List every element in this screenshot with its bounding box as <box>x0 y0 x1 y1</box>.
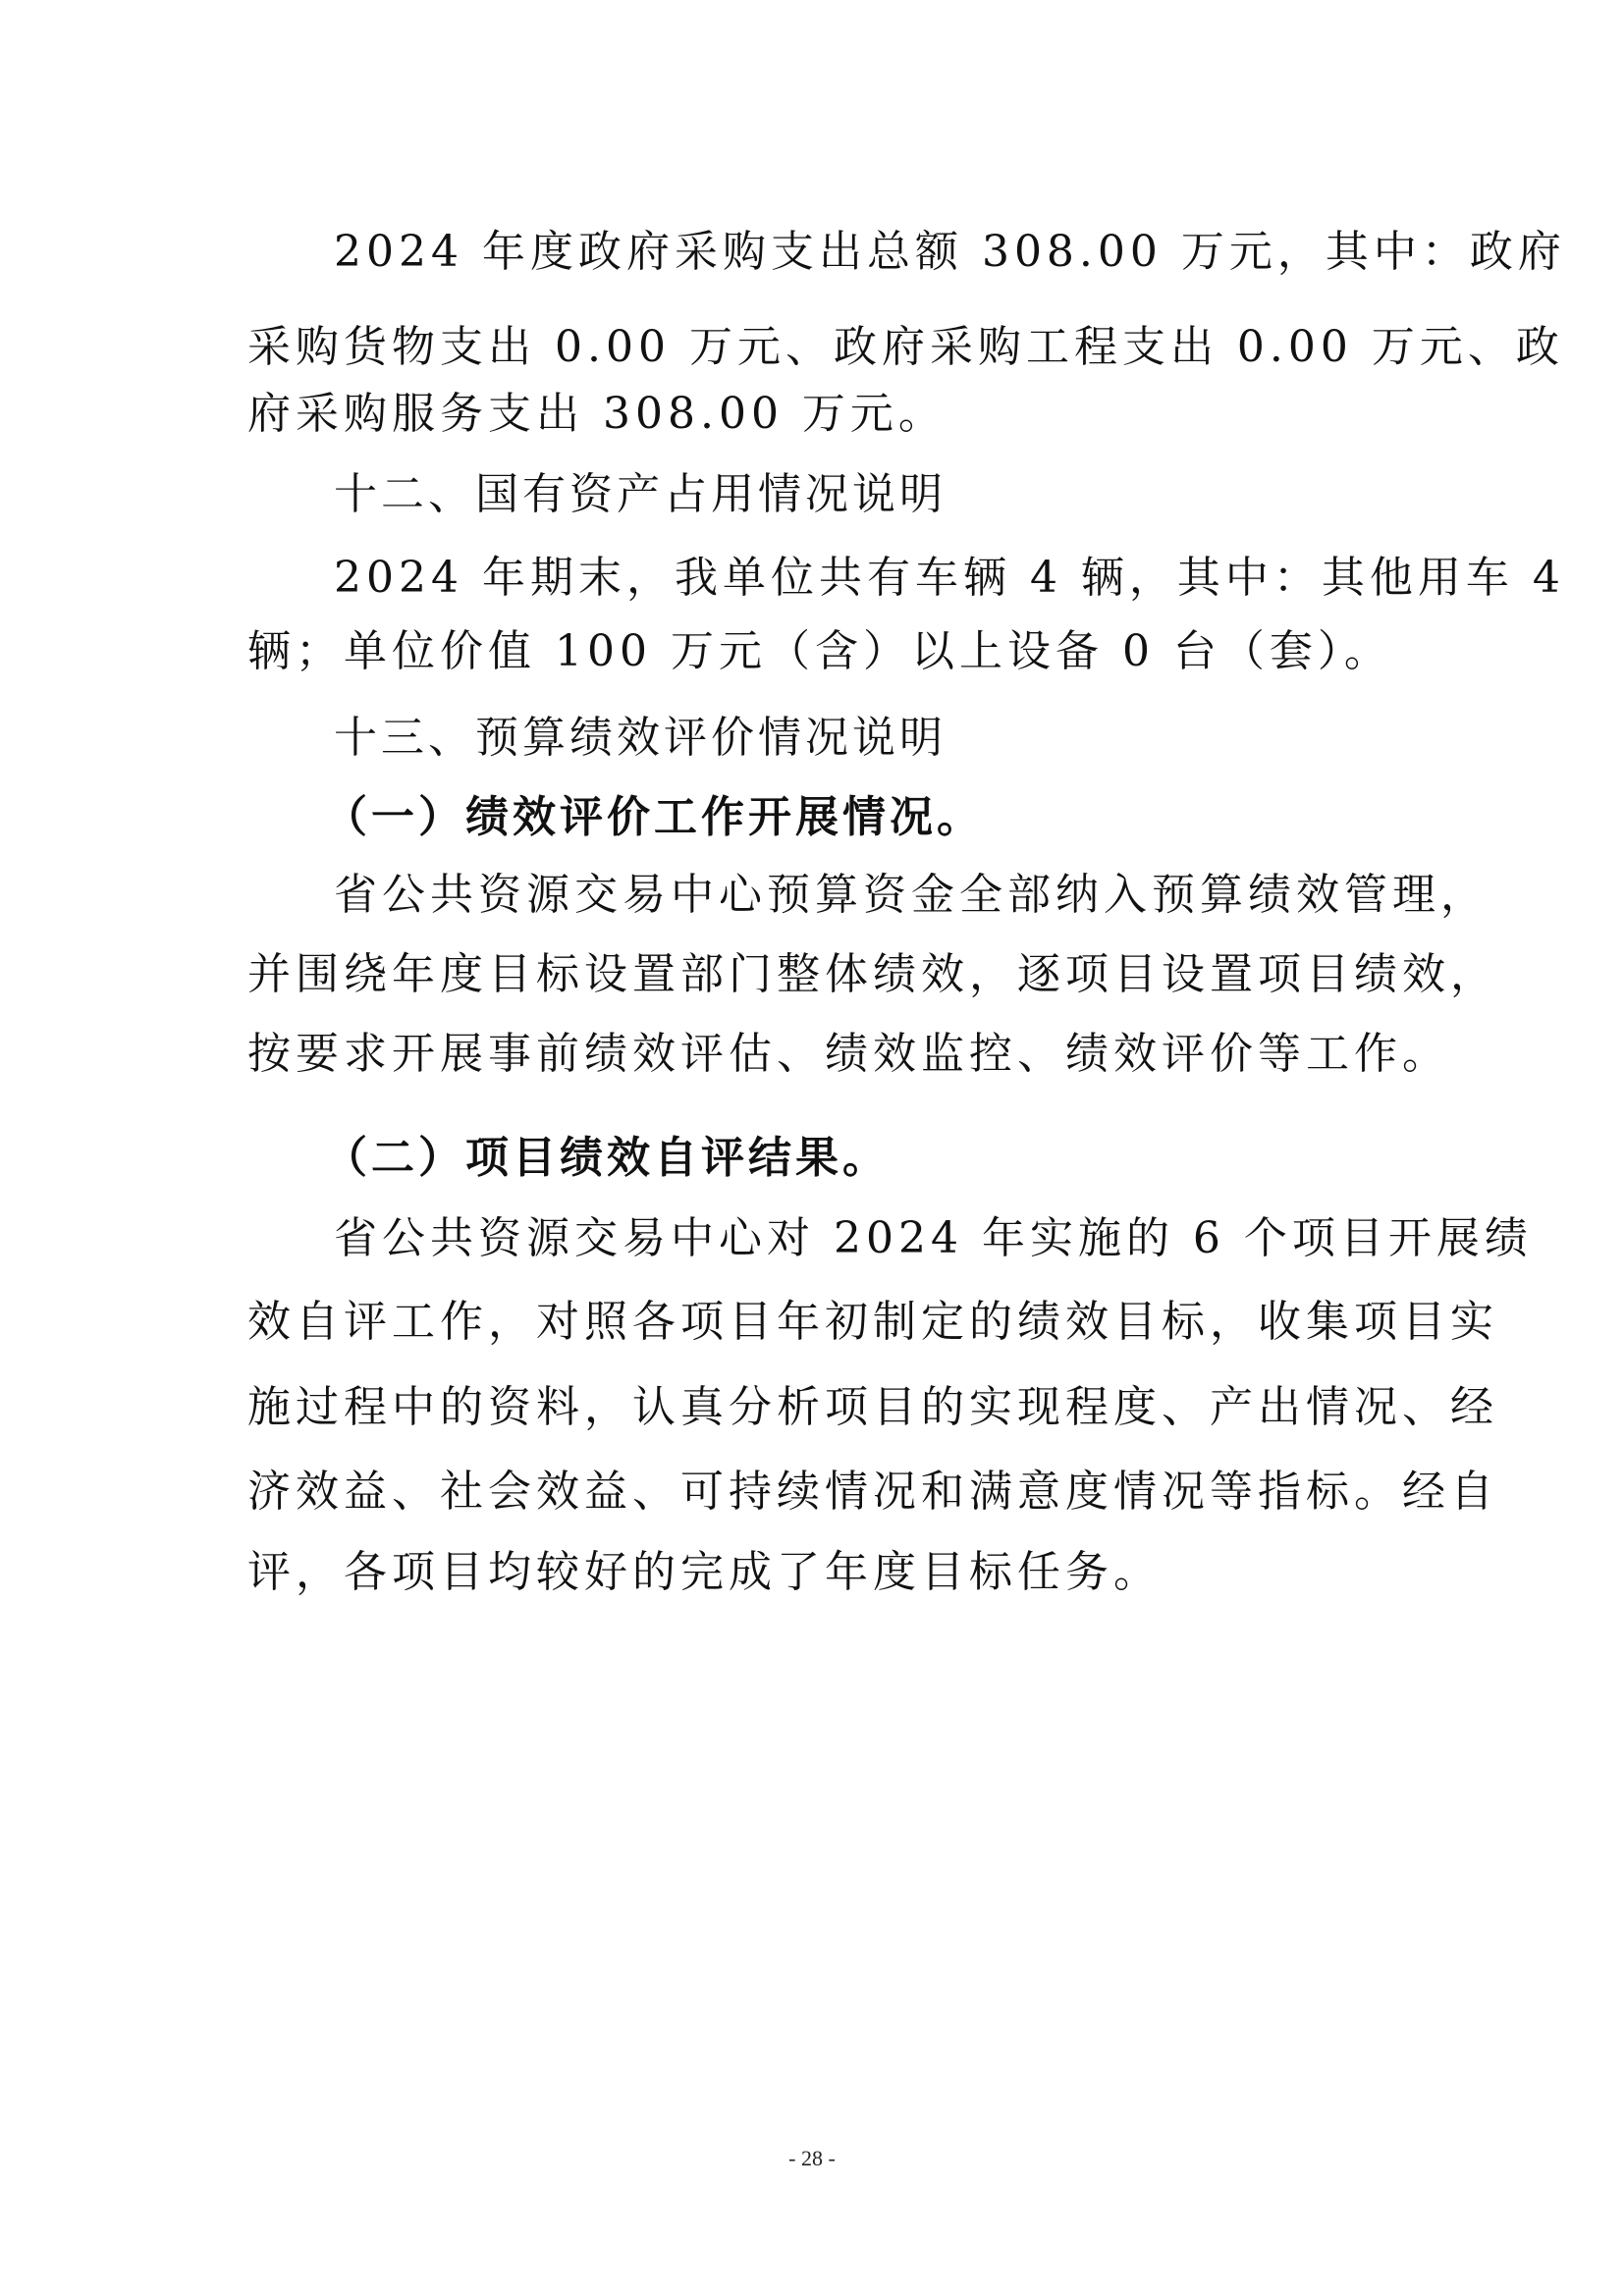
sub1-line-2: 并围绕年度目标设置部门整体绩效，逐项目设置项目绩效， <box>247 949 1498 999</box>
assets-line-1: 2024 年期末，我单位共有车辆 4 辆，其中：其他用车 4 <box>334 553 1565 603</box>
sub2-line-2: 效自评工作，对照各项目年初制定的绩效目标，收集项目实 <box>247 1297 1498 1347</box>
subsection-2-heading: （二）项目绩效自评结果。 <box>324 1133 890 1183</box>
sub1-line-3: 按要求开展事前绩效评估、绩效监控、绩效评价等工作。 <box>247 1029 1450 1079</box>
procurement-line-2: 采购货物支出 0.00 万元、政府采购工程支出 0.00 万元、政 <box>247 322 1564 372</box>
subsection-1-heading: （一）绩效评价工作开展情况。 <box>324 792 984 842</box>
section-13-heading: 十三、预算绩效评价情况说明 <box>334 713 947 763</box>
procurement-line-3: 府采购服务支出 308.00 万元。 <box>247 389 947 439</box>
assets-line-2: 辆；单位价值 100 万元（含）以上设备 0 台（套）。 <box>247 626 1392 676</box>
sub2-line-4: 济效益、社会效益、可持续情况和满意度情况等指标。经自 <box>247 1467 1498 1517</box>
section-12-heading: 十二、国有资产占用情况说明 <box>334 469 947 519</box>
sub2-line-3: 施过程中的资料，认真分析项目的实现程度、产出情况、经 <box>247 1382 1498 1432</box>
sub2-line-1: 省公共资源交易中心对 2024 年实施的 6 个项目开展绩 <box>334 1213 1533 1263</box>
sub1-line-1: 省公共资源交易中心预算资金全部纳入预算绩效管理， <box>334 870 1489 920</box>
procurement-line-1: 2024 年度政府采购支出总额 308.00 万元，其中：政府 <box>334 227 1566 277</box>
sub2-line-5: 评，各项目均较好的完成了年度目标任务。 <box>247 1547 1162 1597</box>
page-number: - 28 - <box>788 2146 836 2170</box>
